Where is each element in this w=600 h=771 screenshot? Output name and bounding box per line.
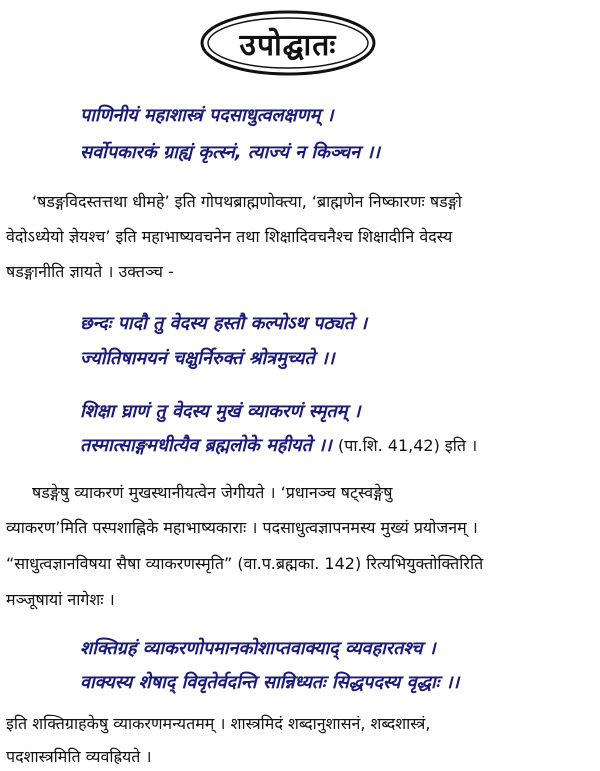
- verse3-line2: [80, 433, 477, 457]
- verse2-line2: ज्योतिषामयनं चक्षुर्निरुक्तं श्रोत्रमुच्यते ।।: [80, 348, 335, 369]
- para3-line1: इति शक्तिग्राहकेषु व्याकरणमन्यतमम् । शास्त्रमिदं शब्दानुशासनं, शब्दशास्त्रं,: [6, 714, 431, 733]
- verse1-line2: सर्वोपकारकं ग्राह्यं कृत्स्नं, त्याज्यं न किञ्चन ।।: [80, 142, 380, 163]
- verse3-line1: शिक्षा घ्राणं तु वेदस्य मुखं व्याकरणं स्मृतम् ।: [80, 401, 361, 422]
- para2-line2: व्याकरण’मिति पस्पशाह्निके महाभाष्यकाराः । पदसाधुत्वज्ञापनमस्य मुख्यं प्रयोजनम् ।: [6, 518, 478, 537]
- verse1-line1: पाणिनीयं महाशास्त्रं पदसाधुत्वलक्षणम् ।: [80, 105, 334, 126]
- verse4-line2: वाक्यस्य शेषाद् विवृतेर्वदन्ति सान्निध्यतः सिद्धपदस्य वृद्धाः ।।: [80, 672, 460, 693]
- verse3-reference: (पा.शि. 41,42) इति ।: [338, 436, 478, 455]
- para3-line2: पदशास्त्रमिति व्यवह्रियते ।: [6, 747, 152, 766]
- para1-line2: वेदोऽध्येयो ज्ञेयश्च’ इति महाभाष्यवचनेन तथा शिक्षादिवचनैश्च शिक्षादीनि वेदस्य: [6, 227, 453, 246]
- para1-line1: ‘षडङ्गविदस्तत्तथा धीमहे’ इति गोपथब्राह्मणोक्त्या, ‘ब्राह्मणेन निष्कारणः षडङ्गो: [32, 192, 462, 211]
- page-title: उपोद्घातः: [239, 27, 337, 63]
- verse2-line1: छन्दः पादौ तु वेदस्य हस्तौ कल्पोऽथ पठ्यते ।: [80, 313, 368, 334]
- verse4-line1: शक्तिग्रहं व्याकरणोपमानकोशाप्तवाक्याद् व्यवहारतश्च ।: [80, 638, 436, 659]
- para2-line3: “साधुत्वज्ञानविषया सैषा व्याकरणस्मृति” (वा.प.ब्रह्मका. 142) रित्यभियुक्तोक्तिरिति: [6, 554, 484, 573]
- para1-line3: षडङ्गानीति ज्ञायते । उक्तञ्च -: [6, 262, 174, 281]
- verse3-line2-text: तस्मात्साङ्गमधीत्यैव ब्रह्मलोके महीयते ।।: [80, 435, 332, 456]
- para2-line1: षडङ्गेषु व्याकरणं मुखस्थानीयत्वेन जेगीयते । ‘प्रधानञ्च षट्स्वङ्गेषु: [32, 483, 393, 502]
- title-badge: [198, 8, 378, 78]
- para2-line4: मञ्जूषायां नागेशः ।: [6, 590, 115, 609]
